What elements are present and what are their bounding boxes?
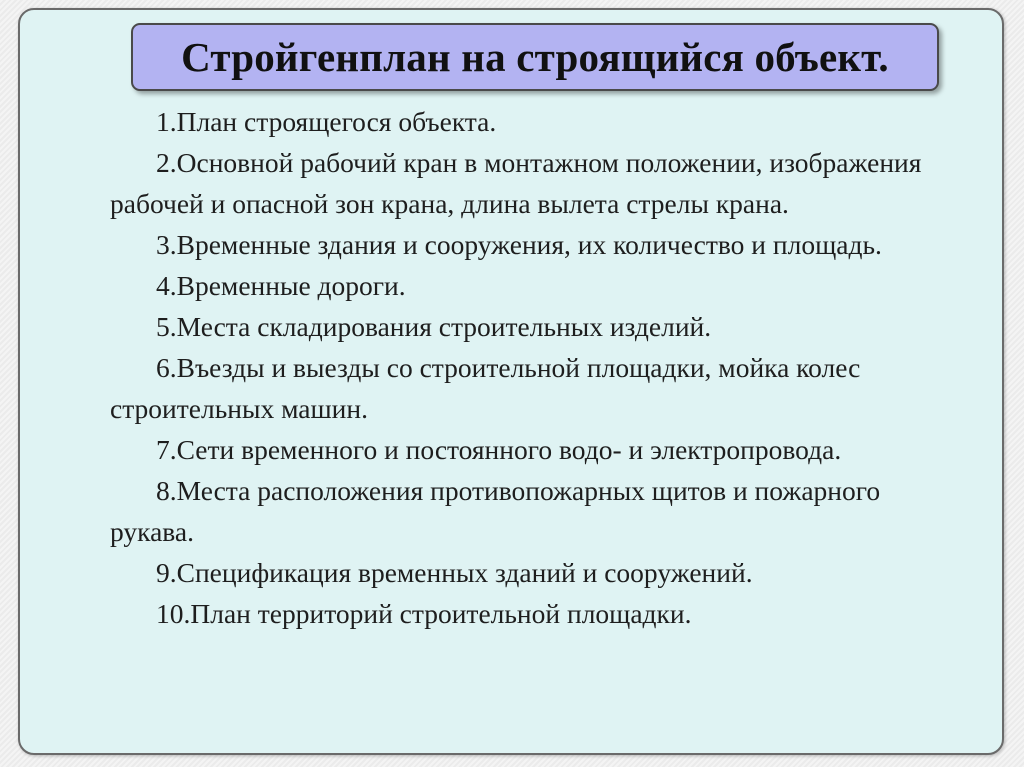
slide-title: Стройгенплан на строящийся объект.	[181, 34, 889, 80]
list-item-6: 6.Въезды и выезды со строительной площадки, мойка колес строительных машин.	[110, 352, 861, 424]
list-item-8: 8.Места расположения противопожарных щитов и пожарного рукава.	[110, 475, 881, 547]
slide-panel	[18, 8, 1004, 755]
list-item-3: 3.Временные здания и сооружения, их количество и площадь.	[156, 229, 882, 260]
list-item-7: 7.Сети временного и постоянного водо- и электропровода.	[156, 434, 842, 465]
list-item-10: 10.План территорий строительной площадки.	[156, 598, 692, 629]
requirements-list	[110, 101, 960, 634]
list-item-5: 5.Места складирования строительных изделий.	[156, 311, 712, 342]
list-item-9: 9.Спецификация временных зданий и сооружений.	[156, 557, 753, 588]
list-item-2: 2.Основной рабочий кран в монтажном положении, изображения рабочей и опасной зон крана, длина вылета стрелы крана.	[110, 147, 922, 219]
title-box	[131, 23, 939, 91]
list-item-4: 4.Временные дороги.	[156, 270, 406, 301]
list-item-1: 1.План строящегося объекта.	[156, 106, 497, 137]
